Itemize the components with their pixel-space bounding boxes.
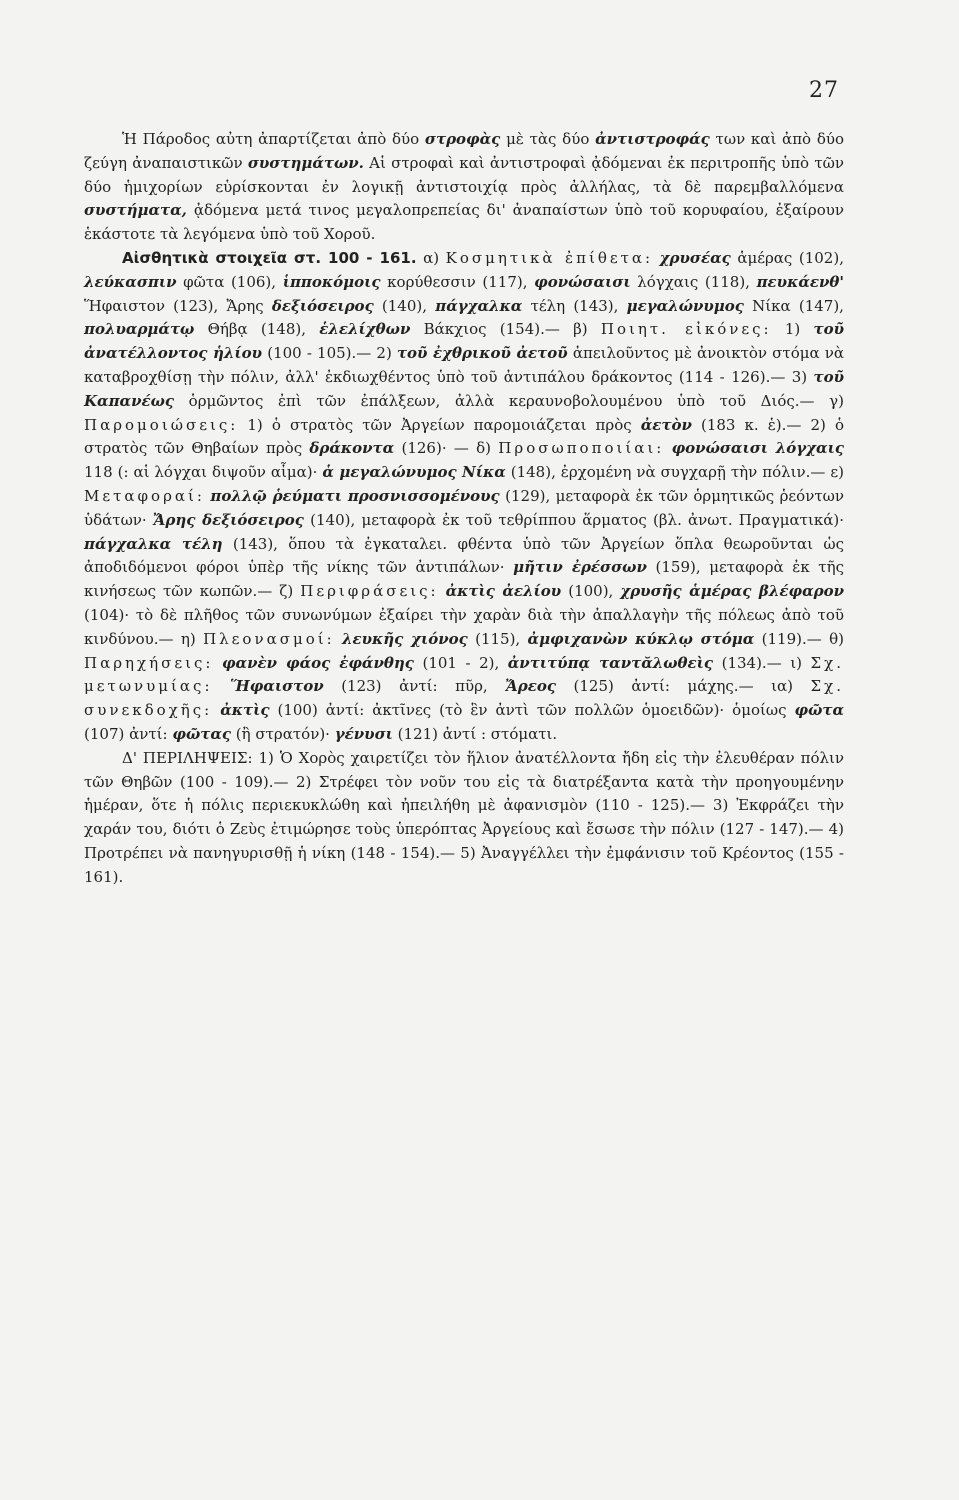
text: τέλη (143), (530, 296, 619, 315)
term: φονώσαισι λόγχαις (671, 439, 844, 458)
text: κορύθεσσιν (117), (387, 272, 528, 291)
term: φῶτας (172, 724, 231, 743)
text: (140), (381, 296, 428, 315)
text: λόγχαις (118), (637, 272, 750, 291)
term: ἀντιστροφάς (595, 130, 710, 148)
text: (140), μεταφορὰ ἐκ τοῦ τεθρίππου ἅρματος (βλ. ἀνωτ. Πραγματικά)· (310, 510, 844, 529)
term: λεύκασπιν (84, 272, 177, 291)
text: (104)· τὸ δὲ πλῆθος τῶν συνωνύμων ἐξαίρει τὴν χαρὰν διὰ τὴν ἀπαλλαγὴν τῆς πόλεως ἀπὸ τοῦ κινδύνου.— η) (84, 605, 844, 648)
spaced-heading: Σχ. συνεκδοχῆς: (84, 677, 845, 720)
text: (159), μεταφορὰ ἐκ τῆς κινήσεως τῶν κωπῶν.— ζ) (84, 558, 844, 601)
text: μὲ τὰς δύο (506, 130, 590, 148)
text: των καὶ ἀπὸ δύο ζεύγη ἀναπαιστικῶν (84, 130, 844, 172)
text: (119).— θ) (761, 629, 844, 648)
text: 118 (: αἱ λόγχαι διψοῦν αἷμα)· (84, 463, 318, 482)
term: χρυσέας (659, 248, 731, 267)
text: Νίκα (147), (752, 296, 844, 315)
text: (100 - 105).— 2) (267, 344, 392, 363)
term: ἀντιτύπᾳ ταντᾰλωθεὶς (507, 653, 714, 672)
term: ἑλελίχθων (319, 320, 411, 339)
spaced-heading: Μεταφοραί: (84, 486, 205, 505)
text: (101 - 2), (422, 653, 500, 672)
term: τοῦ Καπανέως (84, 367, 844, 410)
term: φανὲν φάος ἐφάνθης (221, 653, 414, 672)
term: τοῦ ἀνατέλλοντος ἡλίου (84, 320, 844, 363)
text: (126)· — δ) (401, 439, 492, 458)
spaced-heading: Ποιητ. εἰκόνες: (600, 320, 772, 339)
text: (148), ἐρχομένη νὰ συγχαρῇ τὴν πόλιν.— ε) (510, 463, 844, 482)
spaced-heading: Παρηχήσεις: (84, 653, 214, 672)
term: πολυαρμάτῳ (84, 320, 195, 339)
term: Ἥφαιστον (230, 677, 324, 696)
paragraph-summaries (84, 747, 844, 890)
text: (100) ἀντί: ἀκτῖνες (τὸ ἓν ἀντὶ τῶν πολλῶν ὁμοειδῶν)· ὁμοίως (277, 701, 787, 720)
paragraph-aesthetic-elements (84, 247, 844, 747)
term: ἀετὸν (640, 415, 692, 434)
term: πάγχαλκα (435, 296, 523, 315)
term: ἀκτὶς (220, 701, 270, 720)
text: Δ' ΠΕΡΙΛΗΨΕΙΣ: 1) Ὁ Χορὸς χαιρετίζει τὸν ἥλιον ἀνατέλλοντα ἤδη εἰς τὴν ἐλευθέραν πόλιν τῶν Θηβῶν (100 - 109).— 2) Στρέφει τὸν νοῦν του εἰς τὰ διατρέξαντα κατὰ τὴν προηγουμένην ἡμέραν, ὅτε ἡ πόλις περιεκυκλώθη καὶ ἠπειλήθη μὲ ἀφανισμὸν (110 - 125).— 3) Ἐκφράζει τὴν χαράν του, διότι ὁ Ζεὺς ἐτιμώρησε τοὺς ὑπερόπτας Ἀργείους καὶ ἔσωσε τὴν πόλιν (127 - 147).— 4) Προτρέπει νὰ πανηγυρισθῇ ἡ νίκη (148 - 154).— 5) Ἀναγγέλλει τὴν ἐμφάνισιν τοῦ Κρέοντος (155 - 161). (84, 748, 844, 886)
term: στροφὰς (424, 130, 501, 148)
document-body (84, 128, 844, 890)
text: (134).— ι) (721, 653, 802, 672)
term: λευκῆς χιόνος (341, 629, 468, 648)
spaced-heading: Πλεονασμοί: (203, 629, 335, 648)
term: Ἄρης δεξιόσειρος (152, 510, 304, 529)
page-number: 27 (809, 78, 839, 103)
term: γένυσι (334, 724, 393, 743)
term: δράκοντα (309, 439, 395, 458)
term: συστημάτων. (247, 153, 364, 172)
text: (123) ἀντί: πῦρ, (341, 677, 488, 696)
term: πάγχαλκα τέλη (84, 534, 223, 553)
text: (115), (475, 629, 521, 648)
term: πευκάενθ' (756, 272, 844, 291)
spaced-heading: Σχ. μετωνυμίας: (84, 653, 844, 696)
text: 1) ὁ στρατὸς τῶν Ἀργείων παρομοιάζεται πρὸς (247, 415, 632, 434)
text: (ἢ στρατόν)· (235, 724, 330, 743)
term: τοῦ ἐχθρικοῦ ἀετοῦ (396, 344, 568, 363)
text: (129), μεταφορὰ ἐκ τῶν ὁρμητικῶς ῥεόντων ὑδάτων· (84, 486, 844, 529)
term: φῶτα (794, 701, 844, 720)
paragraph-parodos-structure (84, 128, 844, 247)
text: (121) ἀντί : στόματι. (397, 724, 558, 743)
section-heading: Αἰσθητικὰ στοιχεῖα στ. 100 - 161. (122, 248, 417, 267)
text: 1) (784, 320, 801, 339)
text: ἁμέρας (102), (737, 248, 844, 267)
text: Ἡ Πάροδος αὐτη ἀπαρτίζεται ἀπὸ δύο (122, 130, 420, 148)
term: ἱπποκόμοις (282, 272, 381, 291)
spaced-heading: Παρομοιώσεις: (84, 415, 239, 434)
text: (143), ὅπου τὰ ἐγκαταλει. φθέντα ὑπὸ τῶν Ἀργείων ὅπλα θεωροῦνται ὡς ἀποδιδόμενοι φόροι ὑπὲρ τῆς νίκης τῶν ἀντιπάλων· (84, 534, 844, 577)
text: φῶτα (106), (183, 272, 277, 291)
term: ἁ μεγαλώνυμος Νίκα (322, 463, 506, 482)
text: Ἥφαιστον (123), Ἄρης (84, 296, 264, 315)
text: (100), (568, 582, 614, 601)
spaced-heading: Προσωποποιίαι: (498, 439, 665, 458)
term: Ἄρεος (505, 677, 556, 696)
term: χρυσῆς ἁμέρας βλέφαρον (620, 582, 844, 601)
text: ᾀδόμενα μετά τινος μεγαλοπρεπείας δι' ἀναπαίστων ὑπὸ τοῦ κορυφαίου, ἐξαίρουν ἑκάστοτε τὰ λεγόμενα ὑπὸ τοῦ Χοροῦ. (84, 201, 844, 244)
term: μεγαλώνυμος (626, 296, 744, 315)
term: ἀκτὶς ἀελίου (445, 582, 562, 601)
term: μῆτιν ἐρέσσων (513, 558, 647, 577)
text: ὁρμῶντος ἐπὶ τῶν ἐπάλξεων, ἀλλὰ κεραυνοβολουμένου ὑπὸ τοῦ Διός.— γ) (188, 391, 844, 410)
spaced-heading: Κοσμητικὰ ἐπίθετα: (445, 248, 654, 267)
text: Βάκχιος (154).— β) (423, 320, 588, 339)
text: Θήβᾳ (148), (207, 320, 307, 339)
text: Αἱ στροφαὶ καὶ ἀντιστροφαὶ ᾀδόμεναι ἐκ περιτροπῆς ὑπὸ τῶν δύο ἡμιχορίων εὑρίσκονται ἐν λογικῇ ἀντιστοιχίᾳ πρὸς ἀλλήλας, τὰ δὲ παρεμβαλλόμενα (84, 153, 844, 196)
text: (125) ἀντί: μάχης.— ια) (573, 677, 793, 696)
text: (183 κ. ἑ).— 2) ὁ στρατὸς τῶν Θηβαίων πρὸς (84, 415, 844, 458)
text: ἀπειλοῦντος μὲ ἀνοικτὸν στόμα νὰ καταβροχθίσῃ τὴν πόλιν, ἀλλ' ἐκδιωχθέντος ὑπὸ τοῦ ἀντιπάλου δράκοντος (114 - 126).— 3) (84, 344, 844, 386)
text: (107) ἀντί: (84, 724, 168, 743)
text: α) (423, 248, 440, 267)
term: ἀμφιχανὼν κύκλῳ στόμα (527, 629, 755, 648)
term: πολλῷ ῥεύματι προσνισσομένους (210, 486, 500, 505)
spaced-heading: Περιφράσεις: (300, 582, 439, 601)
term: φονώσαισι (534, 272, 631, 291)
term: συστήματα, (84, 201, 187, 220)
term: δεξιόσειρος (271, 296, 374, 315)
